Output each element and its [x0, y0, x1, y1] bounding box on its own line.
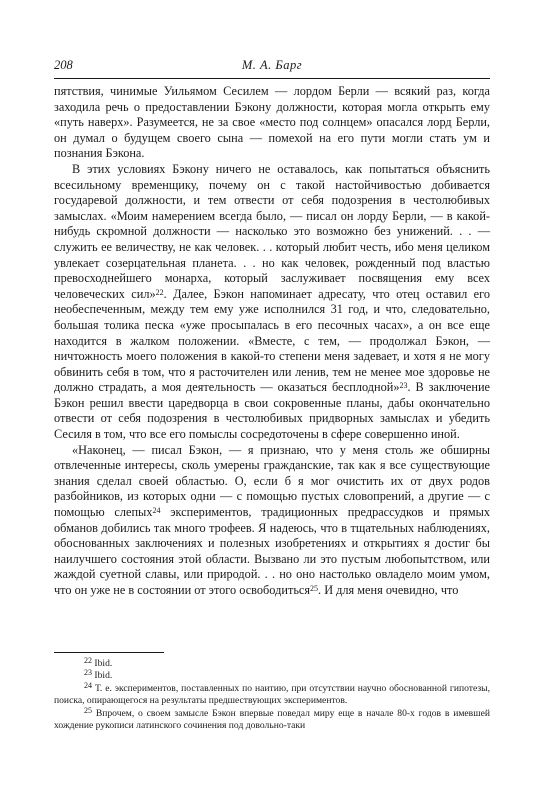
running-head: М. А. Барг — [241, 58, 303, 72]
footnote: $^{25}$ Впрочем, о своем замысле Бэкон впервые поведал миру еще в начале 80-х годов в имевшей хождение рукописи латинского сочинения под довольно-таки — [54, 705, 490, 732]
footnote-mark: 25 — [84, 705, 92, 715]
header-rule — [54, 78, 490, 79]
paragraph: пятствия, чинимые Уильямом Сесилем — лордом Берли — всякий раз, когда заходила речь о предоставлении Бэкону должности, которая могла открыть ему «путь наверх». Разумеется, не за свое «место под солнцем» опасался лорд Берли, он думал о будущем своего сына — помехой на его пути могли стать ум и познания Бэкона. — [54, 84, 490, 161]
footnote-ref: 22 — [155, 287, 164, 297]
page-number: 208 — [54, 58, 73, 72]
paragraph: В этих условиях Бэкону ничего не оставалось, как попытаться объяснить всесильному временщику, почему он с такой настойчивостью добивается государевой должности, и тем отвести от себя подозрения в честолюбивых замыслах. «Моим намерением всегда было, — писал он лорду Берли, — в какой-нибудь скромной должности — насколько это возможно без унижений. . . — служить ее величеству, не как человек. . . который любит честь, ибо меня целиком увлекает созерцательная планета. . . но как человек, рожденный под властью превосходнейшего монарха, который заслуживает посвящения ему всех человеческих сил»$^{22}$. Далее, Бэкон напоминает адресату, что отец оставил его необеспеченным, между тем ему уже исполнился 31 год, и что, следовательно, большая толика песка «уже просыпалась в его песочных часах», а он все еще находится в жалком положении. «Вместе, с тем, — продолжал Бэкон, — ничтожность моего положения в какой-то степени меня задевает, и хотя я не могу обвинить себя в том, что я расточителен или ленив, тем не менее мое здоровье не должно страдать, а моя деятельность — оказаться бесплодной»$^{23}$. В заключение Бэкон решил ввести царедворца в свои сокровенные планы, дабы окончательно отвести от себя подозрения в честолюбивых придворных замыслах и убедить Сесиля в том, что все его помыслы сосредоточены в сфере совершенно иной. — [54, 161, 490, 442]
footnote: $^{22}$ Ibid. — [84, 656, 113, 669]
footnote: $^{24}$ Т. е. экспериментов, поставленных по наитию, при отсутствии научно обоснованной гипотезы, поиска, опирающегося на результаты предшествующих экспериментов. — [54, 680, 491, 707]
footnote-ref: 24 — [152, 506, 161, 516]
main-text — [54, 84, 490, 599]
footnote-mark: 24 — [84, 680, 92, 690]
footnote-ref: 25 — [310, 584, 319, 593]
page-header — [54, 58, 490, 76]
paragraph: «Наконец, — писал Бэкон, — я признаю, что у меня столь же обширны отвлеченные интересы, сколь умерены гражданские, так как я все существующие знания сделал своей областью. О, если б я мог очистить их от двух родов разбойников, из которых одни — с помощью пустых словопрений, а другие — с помощью слепых$^{24}$ экспериментов, традиционных предрассудков и прямых обманов добились так много трофеев. Я надеюсь, что в тщательных наблюдениях, обоснованных заключениях и полезных изобретениях и открытиях я достиг бы наилучшего состояния этой области. Вызвано ли это пустым любопытством, или жаждой суетной славы, или природой. . . но оно настолько овладело моим умом, что он уже не в состоянии от этого освободиться$^{25}$. И для меня очевидно, что — [54, 442, 491, 597]
footnote: $^{23}$ Ibid. — [84, 668, 113, 682]
footnote-rule — [54, 652, 164, 653]
footnote-ref: 23 — [399, 381, 408, 391]
footnote-mark: 23 — [84, 668, 92, 678]
footnotes — [54, 658, 490, 732]
footnote-mark: 22 — [84, 656, 92, 665]
